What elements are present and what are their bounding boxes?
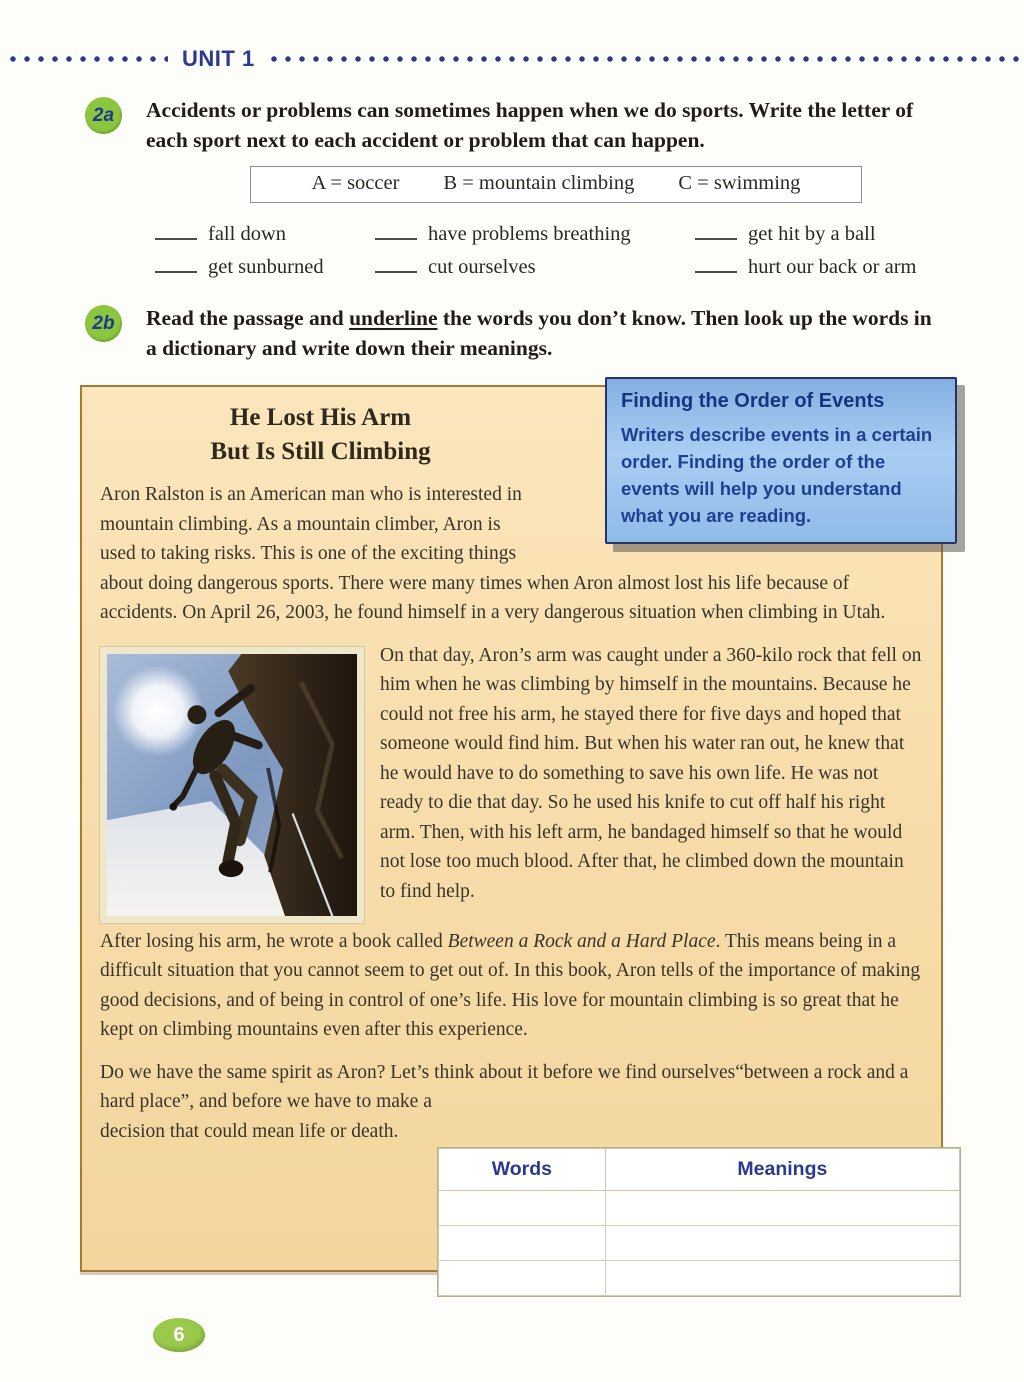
- answer-blank[interactable]: [155, 223, 197, 240]
- accident-item: [695, 223, 955, 246]
- underlined-word: underline: [349, 306, 438, 330]
- sports-key-a: A = soccer: [311, 172, 400, 194]
- answer-blank[interactable]: [375, 256, 417, 273]
- paragraph-text: After losing his arm, he wrote a book called: [100, 930, 448, 952]
- section-2a-badge: 2a: [85, 97, 122, 134]
- unit-header: [0, 47, 1024, 71]
- accident-item: [695, 256, 955, 279]
- passage-paragraph-3: [100, 927, 923, 1045]
- page-number-badge: 6: [153, 1318, 205, 1352]
- answer-blank[interactable]: [695, 256, 737, 273]
- accident-item: [375, 256, 695, 279]
- meanings-column-header: Meanings: [605, 1149, 959, 1191]
- word-cell[interactable]: [439, 1261, 606, 1296]
- accident-list: [155, 223, 955, 279]
- climber-photo: [100, 647, 364, 923]
- word-cell[interactable]: [439, 1191, 606, 1226]
- book-title: Between a Rock and a Hard Place: [447, 930, 716, 952]
- accident-label: cut ourselves: [428, 256, 536, 278]
- answer-blank[interactable]: [375, 223, 417, 240]
- accident-label: fall down: [208, 223, 286, 245]
- section-2a-instruction: Accidents or problems can sometimes happen when we do sports. Write the letter of each sport next to each accident or problem that can happen.: [146, 98, 914, 152]
- answer-blank[interactable]: [695, 223, 737, 240]
- passage-paragraph-4: [100, 1058, 923, 1147]
- paragraph-text: “between a rock and a hard place”, and before we have to make a decision that could mean life or death.: [100, 1061, 909, 1142]
- accident-item: [155, 223, 375, 246]
- passage-title-line1: He Lost His Arm: [229, 404, 412, 431]
- climber-photo-illustration: [107, 654, 357, 916]
- passage-title-line2: But Is Still Climbing: [210, 438, 431, 465]
- reading-passage-box: [80, 385, 943, 1272]
- accident-label: have problems breathing: [428, 223, 631, 245]
- tip-body: Writers describe events in a certain order. Finding the order of the events will help you understand what you are reading.: [621, 424, 933, 526]
- accident-item: [155, 256, 375, 279]
- table-row: [439, 1191, 960, 1226]
- answer-blank[interactable]: [155, 256, 197, 273]
- dotted-rule-left: [8, 54, 168, 64]
- instruction-text: Read the passage and: [146, 306, 350, 330]
- paragraph-text: . This means being in a difficult situation that you cannot seem to get out of. In this book, Aron tells of the importance of making good decisions, and of being in control of one’s life. His love for mountain climbing is so great that he kept on climbing mountains even after this experience.: [100, 930, 921, 1040]
- tip-title: Finding the Order of Events: [621, 390, 885, 412]
- table-header-row: [439, 1149, 960, 1191]
- meaning-cell[interactable]: [605, 1226, 959, 1261]
- words-column-header: Words: [439, 1149, 606, 1191]
- paragraph-text: Do we have the same spirit as Aron? Let’s think about it before we find ourselves: [100, 1061, 736, 1083]
- sports-key-c: C = swimming: [678, 172, 801, 194]
- sports-key-box: [250, 166, 862, 203]
- word-cell[interactable]: [439, 1226, 606, 1261]
- passage-paragraph-2: On that day, Aron’s arm was caught under a 360-kilo rock that fell on him when he was climbing by himself in the mountains. Because he could not free his arm, he stayed there for five days and hoped that someone would find him. But when his water ran out, he knew that he would have to do something to save his own life. He was not ready to die that day. So he used his knife to cut off half his right arm. Then, with his left arm, he bandaged himself so that he would not lose too much blood. After that, he climbed down the mountain to find help.: [380, 644, 922, 902]
- dotted-rule-right: [269, 54, 1024, 64]
- sports-key-b: B = mountain climbing: [443, 172, 635, 194]
- meaning-cell[interactable]: [605, 1191, 959, 1226]
- section-2b-badge: 2b: [85, 305, 122, 342]
- accident-label: get sunburned: [208, 256, 324, 278]
- section-2a: [85, 95, 946, 155]
- section-2b: [85, 303, 946, 363]
- accident-item: [375, 223, 695, 246]
- passage-paragraph-1: Aron Ralston is an American man who is interested in mountain climbing. As a mountain climber, Aron is used to taking risks. This is one of the exciting things about doing dangerous sports. There were many times when Aron almost lost his life because of accidents. On April 26, 2003, he found himself in a very dangerous situation when climbing in Utah.: [100, 484, 886, 623]
- section-2b-instruction: [146, 303, 946, 363]
- words-meanings-table: [438, 1148, 960, 1296]
- accident-label: get hit by a ball: [748, 223, 876, 245]
- table-row: [439, 1261, 960, 1296]
- reading-strategy-tip-box: [605, 377, 957, 544]
- meaning-cell[interactable]: [605, 1261, 959, 1296]
- instruction-text: the words you don’t know. Then look up the words in a dictionary and write down their meanings.: [146, 306, 932, 360]
- accident-label: hurt our back or arm: [748, 256, 917, 278]
- unit-title: UNIT 1: [182, 46, 255, 71]
- table-row: [439, 1226, 960, 1261]
